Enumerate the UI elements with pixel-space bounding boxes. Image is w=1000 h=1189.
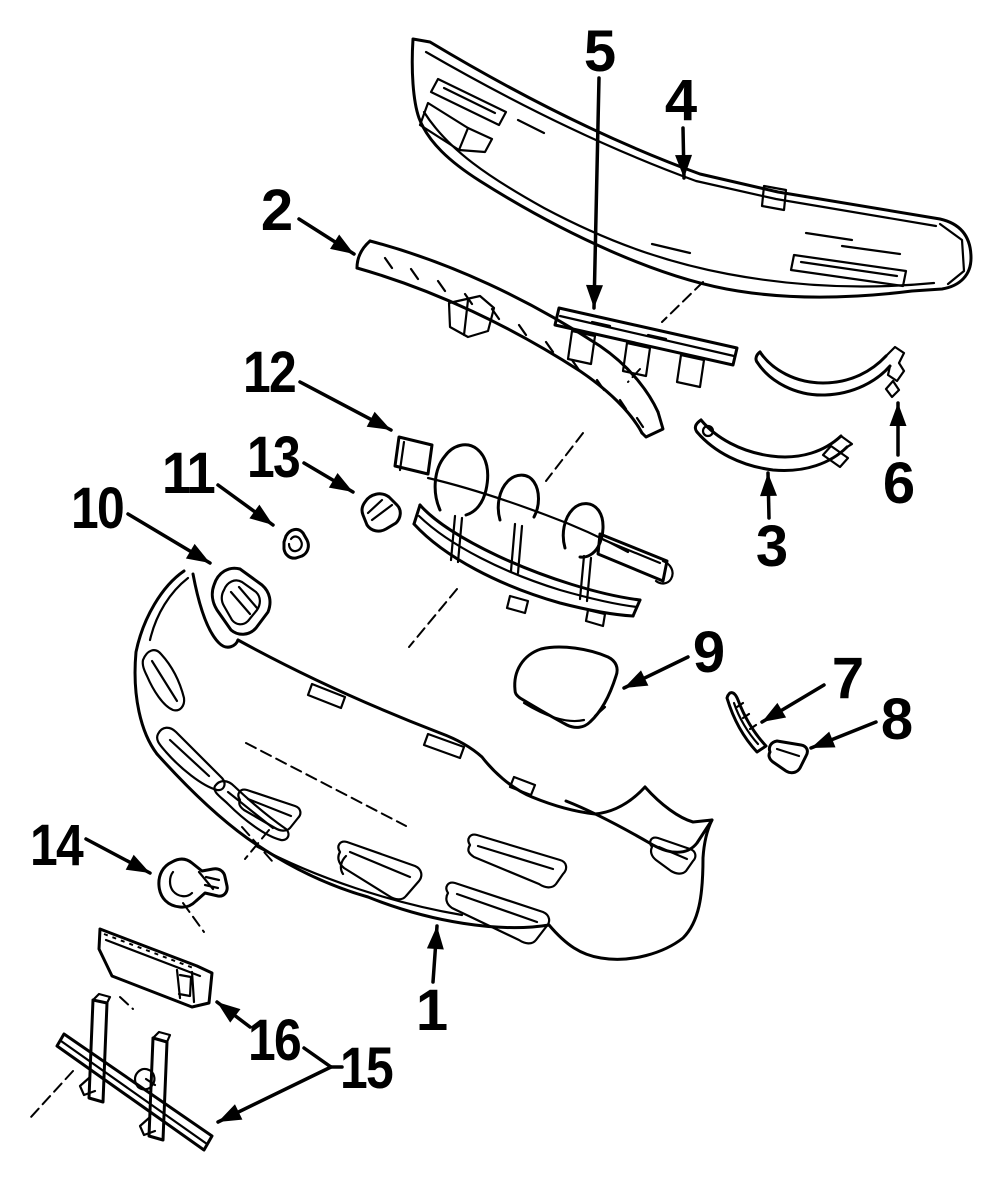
part-lower-trim-strip: [695, 420, 852, 471]
part-retainer-clip: [769, 741, 807, 773]
part-hook-bracket: [159, 859, 227, 907]
callout-number: 1: [415, 978, 447, 1043]
callout-arrowhead: [760, 473, 777, 496]
callout-arrowhead: [624, 670, 648, 688]
callout-7: [762, 646, 862, 722]
assembly-leader-lines: [31, 282, 703, 1117]
callout-arrowhead: [126, 855, 150, 873]
callout-5: [584, 19, 615, 308]
callout-number: 16: [248, 1008, 301, 1073]
callout-number: 6: [882, 451, 914, 516]
part-side-vent: [212, 568, 270, 634]
callout-arrowhead: [218, 1104, 242, 1122]
callout-number: 15: [340, 1036, 393, 1101]
part-license-plate-bracket: [99, 929, 212, 1007]
callout-arrowhead: [330, 234, 354, 254]
callout-number: 3: [755, 514, 787, 579]
callout-leader-line: [594, 78, 599, 308]
callout-13: [247, 425, 353, 492]
callout-6: [883, 403, 914, 516]
callout-arrowhead: [249, 505, 273, 525]
callout-number: 13: [247, 425, 300, 490]
part-center-grille-assembly: [395, 437, 673, 626]
callout-arrowhead: [367, 412, 391, 430]
callout-9: [624, 620, 724, 688]
callout-arrowhead: [186, 544, 210, 563]
callout-14: [30, 813, 150, 878]
callout-number: 14: [30, 813, 84, 878]
callout-15: [218, 1036, 393, 1122]
callout-number: 8: [880, 687, 912, 752]
callout-2: [261, 178, 354, 254]
callout-arrowhead: [329, 473, 353, 492]
part-mount-bracket-strip: [555, 308, 737, 387]
callout-number: 11: [162, 441, 215, 506]
callout-number: 5: [583, 19, 615, 84]
callout-number: 10: [71, 476, 123, 541]
part-lower-mount-bracket: [57, 994, 212, 1150]
callout-arrowhead: [811, 732, 836, 748]
callout-number: 4: [664, 68, 696, 133]
callout-leader-line: [304, 1048, 342, 1067]
part-corner-cover: [515, 647, 617, 727]
callout-layer: [30, 19, 914, 1122]
callout-arrowhead: [217, 1002, 240, 1023]
callout-arrowhead: [762, 703, 786, 722]
part-upper-trim-strip: [756, 347, 904, 397]
part-filler-strip: [727, 693, 766, 752]
callout-number: 9: [692, 620, 724, 685]
callout-3: [756, 473, 787, 579]
callout-number: 2: [260, 178, 292, 243]
part-small-cap: [362, 494, 400, 531]
callout-1: [416, 926, 447, 1043]
callout-16: [217, 1002, 301, 1073]
callout-number: 7: [831, 646, 863, 711]
callout-arrowhead: [586, 285, 603, 308]
callout-arrowhead: [890, 403, 907, 426]
callout-number: 12: [243, 340, 295, 405]
part-oval-clip: [284, 529, 308, 558]
callout-12: [243, 340, 391, 430]
